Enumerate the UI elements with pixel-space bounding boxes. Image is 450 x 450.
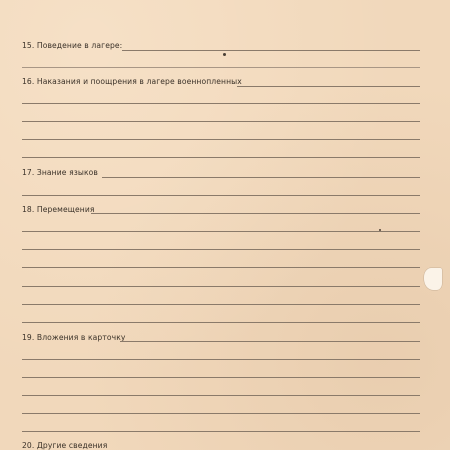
section-16-line-4 <box>22 139 420 140</box>
section-18-line-6 <box>22 304 420 305</box>
ink-mark <box>223 53 226 56</box>
section-16-fill-line <box>237 86 420 87</box>
section-20-label: 20. Другие сведения <box>22 441 108 450</box>
section-18-label: 18. Перемещения <box>22 205 95 214</box>
section-18-fill-line <box>91 213 420 214</box>
section-19-line-2 <box>22 359 420 360</box>
ink-mark <box>379 229 381 231</box>
section-18-line-3 <box>22 249 420 250</box>
section-18-line-4 <box>22 267 420 268</box>
section-16-line-5 <box>22 157 420 158</box>
section-17-label: 17. Знание языков <box>22 168 98 177</box>
section-16-line-2 <box>22 103 420 104</box>
section-19-line-5 <box>22 413 420 414</box>
section-19-line-4 <box>22 395 420 396</box>
section-15-fill-line <box>122 50 420 51</box>
section-16-label: 16. Наказания и поощрения в лагере военнопленных <box>22 77 242 86</box>
section-19-line-3 <box>22 377 420 378</box>
section-16-line-3 <box>22 121 420 122</box>
section-18-line-7 <box>22 322 420 323</box>
section-17-line-2 <box>22 195 420 196</box>
torn-edge <box>424 268 442 290</box>
section-19-label: 19. Вложения в карточку <box>22 333 126 342</box>
section-18-line-2 <box>22 231 420 232</box>
section-17-fill-line <box>102 177 420 178</box>
section-18-line-5 <box>22 286 420 287</box>
section-15-label: 15. Поведение в лагере: <box>22 41 123 50</box>
section-19-line-6 <box>22 431 420 432</box>
section-15-line-2 <box>22 67 420 68</box>
section-19-fill-line <box>120 341 420 342</box>
